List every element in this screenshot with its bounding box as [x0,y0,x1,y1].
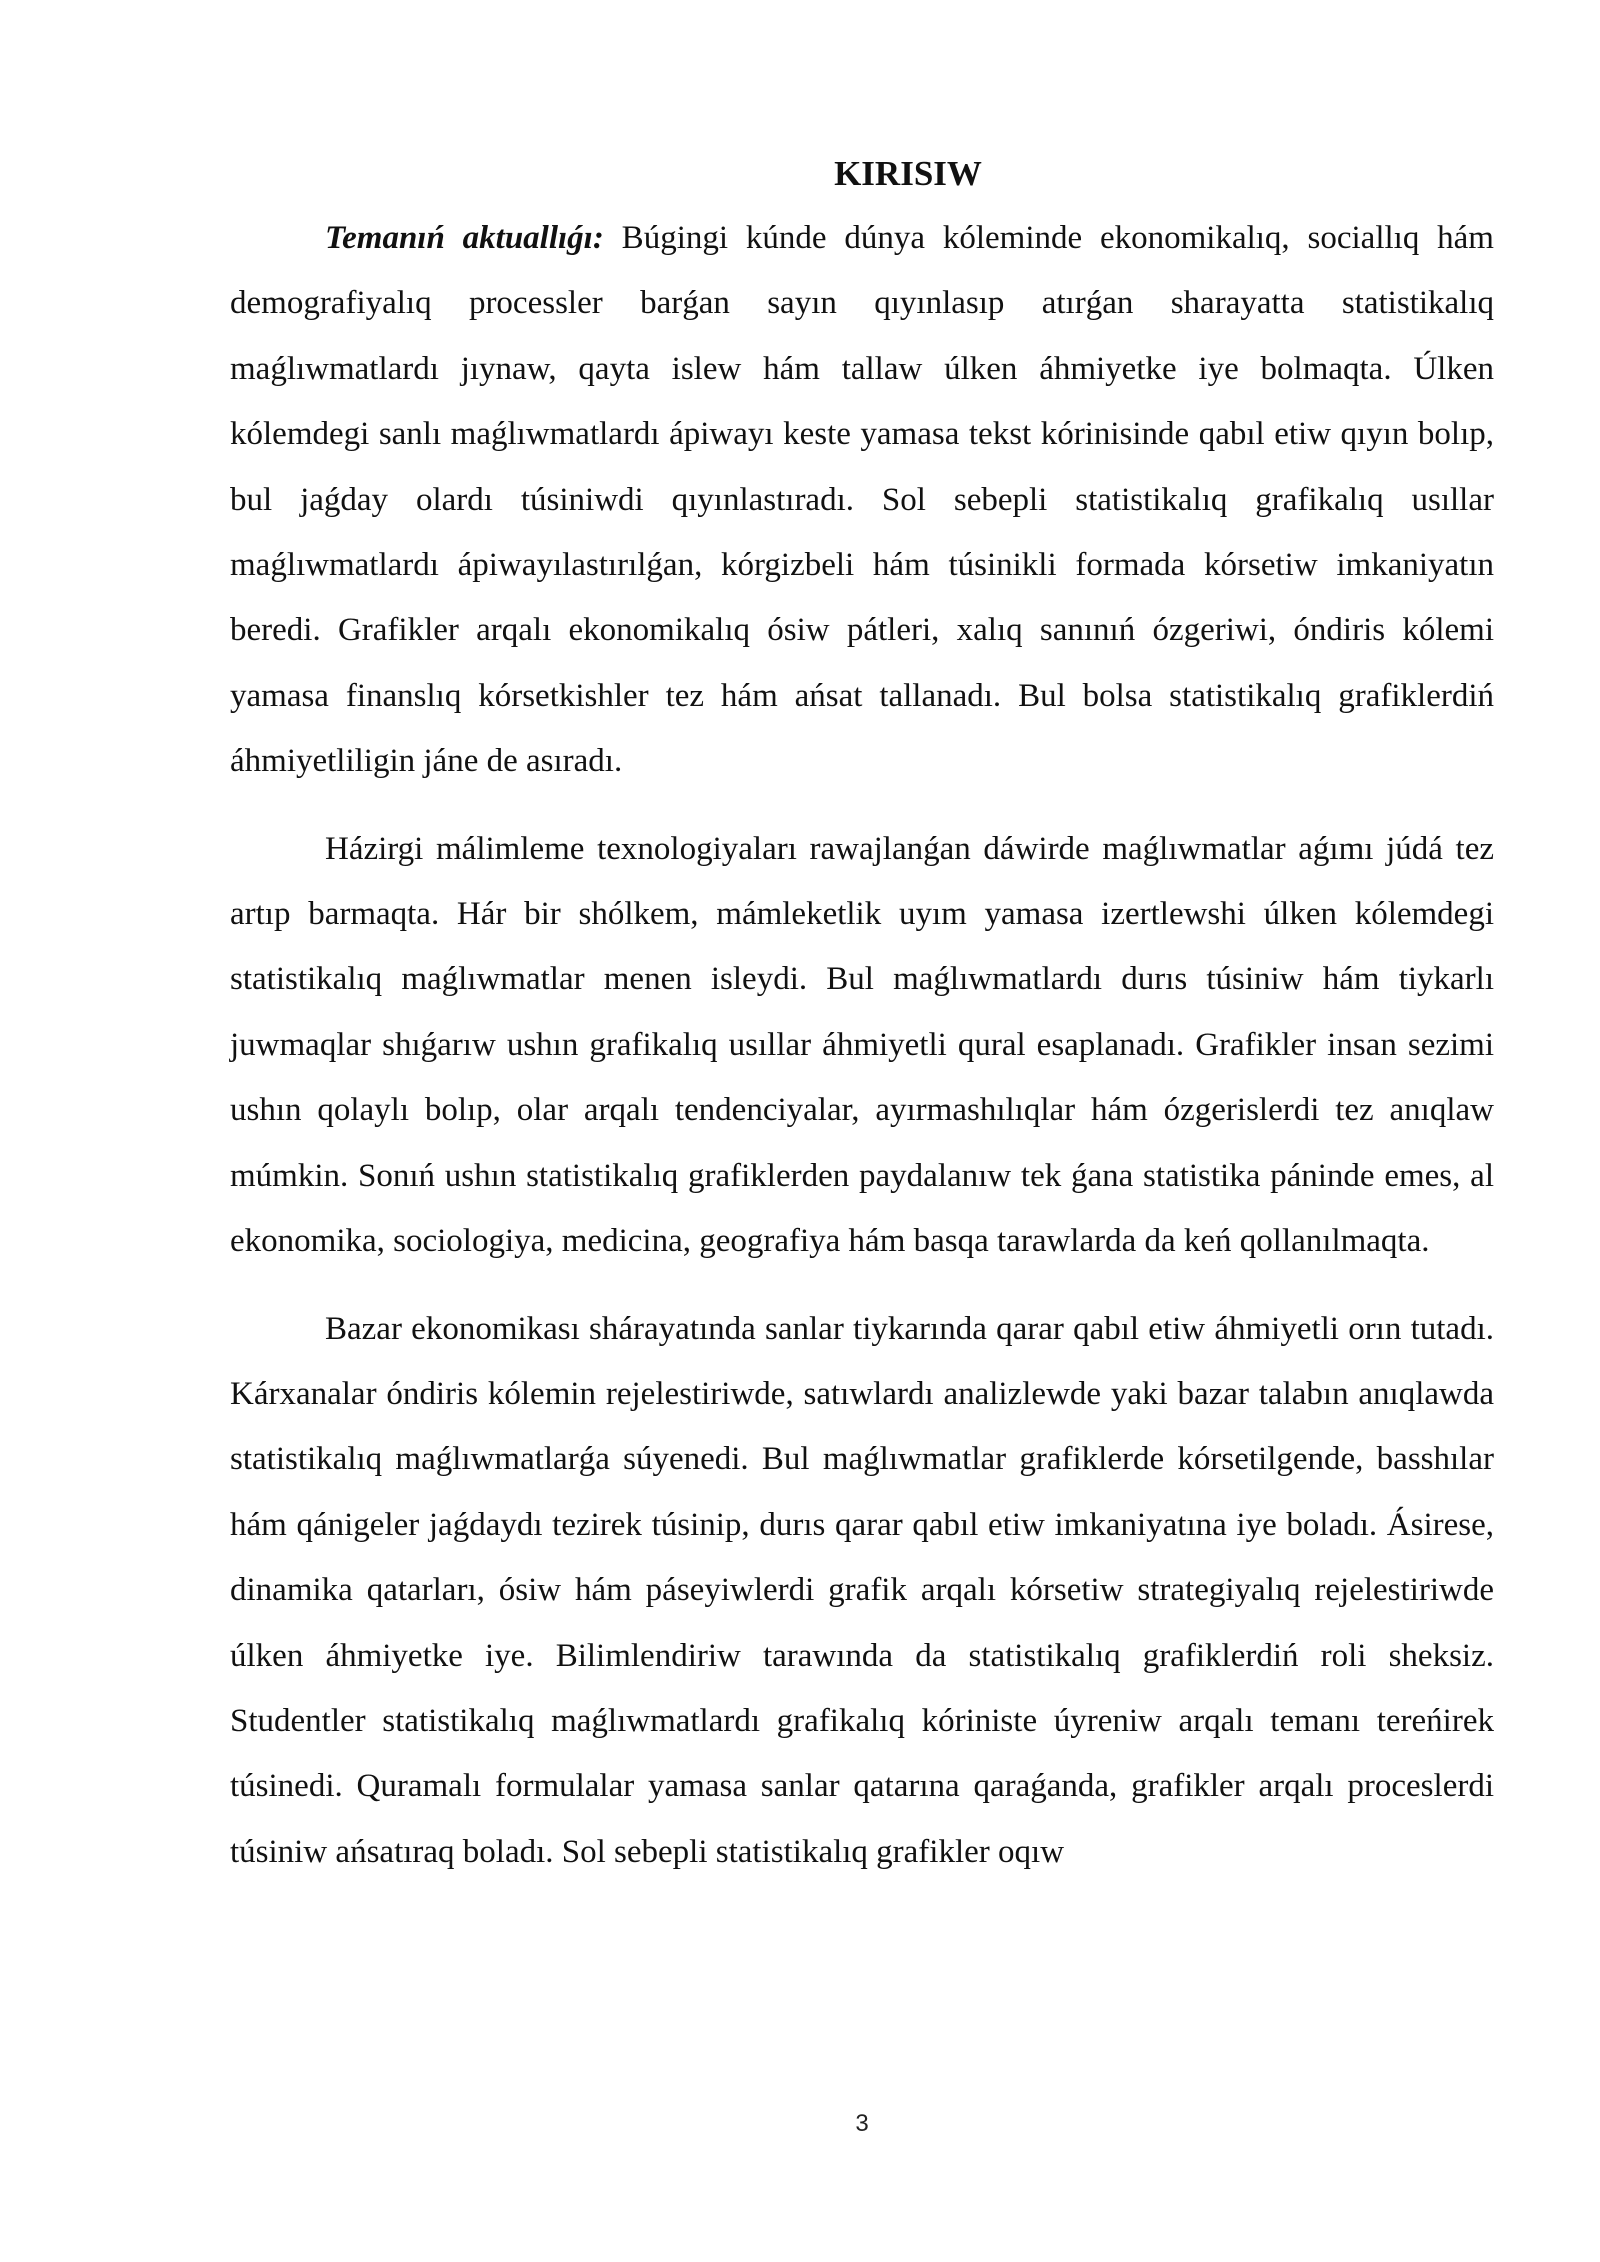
document-title: KIRISIW [834,154,982,193]
paragraph-1 [230,206,1494,795]
paragraph-text: Házirgi málimleme texnologiyaları rawajlanǵan dáwirde maǵlıwmatlar aǵımı júdá tez artıp barmaqta. Hár bir shólkem, mámleketlik uyım yamasa izertlewshi úlken kólemdegi statistikalıq maǵlıwmatlar menen isleydi. Bul maǵlıwmatlardı durıs túsiniw hám tiykarlı juwmaqlar shıǵarıw ushın grafikalıq usıllar áhmiyetli qural esaplanadı. Grafikler insan sezimi ushın qolaylı bolıp, olar arqalı tendenciyalar, ayırmashılıqlar hám ózgerislerdi tez anıqlaw múmkin. Sonıń ushın statistikalıq grafiklerden paydalanıw tek ǵana statistika páninde emes, al ekonomika, sociologiya, medicina, geografiya hám basqa tarawlarda da keń qollanılmaqta. [230,830,1494,1260]
page-number: 3 [855,2110,869,2137]
paragraph-text: Bazar ekonomikası shárayatında sanlar tiykarında qarar qabıl etiw áhmiyetli orın tutadı. Kárxanalar óndiris kólemin rejelestiriwde, satıwlardı analizlewde yaki bazar talabın anıqlawda statistikalıq maǵlıwmatlarǵa súyenedi. Bul maǵlıwmatlar grafiklerde kórsetilgende, basshılar hám qánigeler jaǵdaydı tezirek túsinip, durıs qarar qabıl etiw imkaniyatına iye boladı. Ásirese, dinamika qatarları, ósiw hám páseyiwlerdi grafik arqalı kórsetiw strategiyalıq rejelestiriwde úlken áhmiyetke iye. Bilimlendiriw tarawında da statistikalıq grafiklerdiń roli sheksiz. Studentler statistikalıq maǵlıwmatlardı grafikalıq kóriniste úyreniw arqalı temanı tereńirek túsinedi. Quramalı formulalar yamasa sanlar qatarına qaraǵanda, grafikler arqalı proceslerdi túsiniw ańsatıraq boladı. Sol sebepli statistikalıq grafikler oqıw [230,1310,1494,1870]
paragraph-text: Búgingi kúnde dúnya kóleminde ekonomikalıq, sociallıq hám demografiyalıq processler barǵan sayın qıyınlasıp atırǵan sharayatta statistikalıq maǵlıwmatlardı jıynaw, qayta islew hám tallaw úlken áhmiyetke iye bolmaqta. Úlken kólemdegi sanlı maǵlıwmatlardı ápiwayı keste yamasa tekst kórinisinde qabıl etiw qıyın bolıp, bul jaǵday olardı túsiniwdi qıyınlastıradı. Sol sebepli statistikalıq grafikalıq usıllar maǵlıwmatlardı ápiwayılastırılǵan, kórgizbeli hám túsinikli formada kórsetiw imkaniyatın beredi. Grafikler arqalı ekonomikalıq ósiw pátleri, xalıq sanınıń ózgeriwi, óndiris kólemi yamasa finanslıq kórsetkishler tez hám ańsat tallanadı. Bul bolsa statistikalıq grafiklerdiń áhmiyetliligin jáne de asıradı. [230,220,1494,780]
document-page [230,150,1494,1885]
paragraph-2 [230,817,1494,1275]
paragraph-3 [230,1297,1494,1886]
paragraph-lead: Temanıń aktuallıǵı: [325,220,604,256]
